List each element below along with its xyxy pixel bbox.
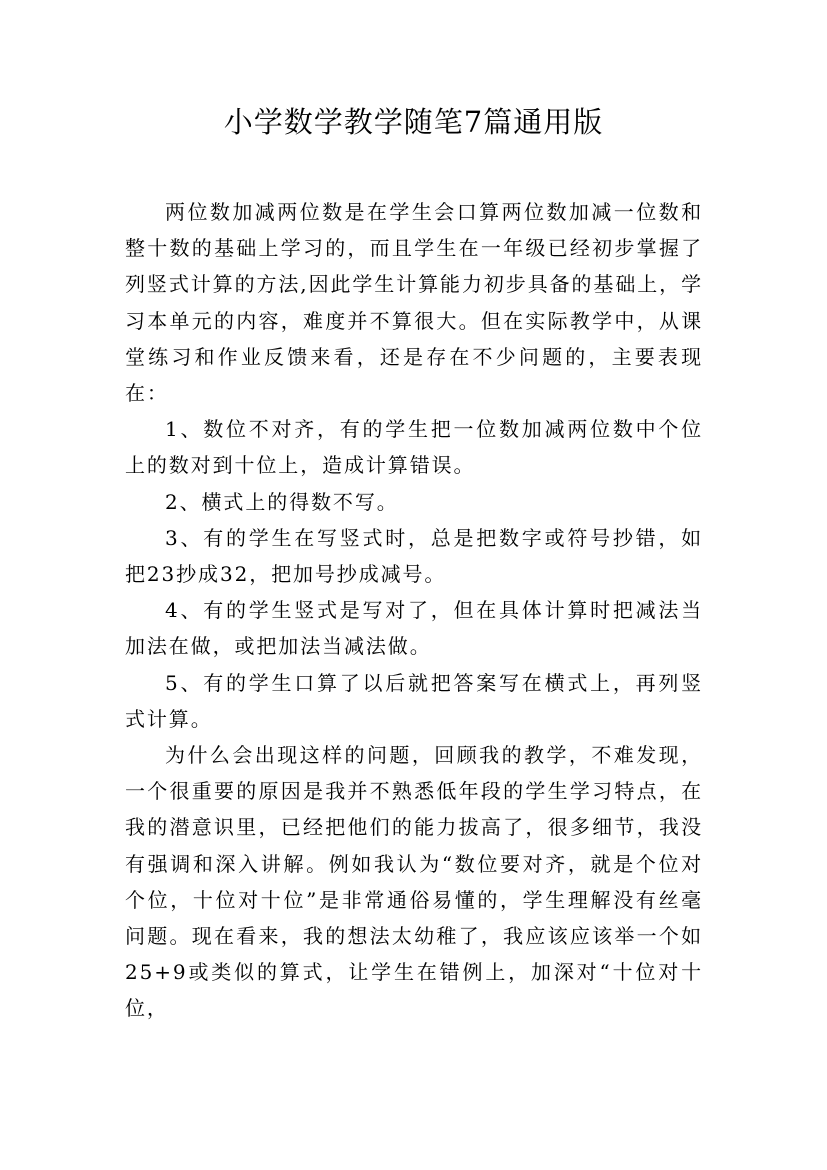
paragraph-issue-1: 1、数位不对齐，有的学生把一位数加减两位数中个位上的数对到十位上，造成计算错误。 (125, 417, 703, 478)
paragraph-issue-2: 2、横式上的得数不写。 (165, 489, 399, 514)
paragraph-issue-3: 3、有的学生在写竖式时，总是把数字或符号抄错，如把23抄成32，把加号抄成减号。 (125, 525, 703, 587)
document-body (125, 194, 703, 1027)
paragraph-intro: 两位数加减两位数是在学生会口算两位数加减一位数和整十数的基础上学习的，而且学生在一年级已经初步掌握了列竖式计算的方法,因此学生计算能力初步具备的基础上，学习本单元的内容，难度并不算很大。但在实际教学中，从课堂练习和作业反馈来看，还是存在不少问题的，主要表现在： (125, 200, 703, 406)
paragraph-issue-5: 5、有的学生口算了以后就把答案写在横式上，再列竖式计算。 (125, 670, 703, 731)
paragraph-issue-4: 4、有的学生竖式是写对了，但在具体计算时把减法当加法在做，或把加法当减法做。 (125, 598, 703, 659)
document-title: 小学数学教学随笔7篇通用版 (223, 105, 604, 139)
paragraph-reflection: 为什么会出现这样的问题，回顾我的教学，不难发现，一个很重要的原因是我并不熟悉低年段的学生学习特点，在我的潜意识里，已经把他们的能力拔高了，很多细节，我没有强调和深入讲解。例如我认为“数位要对齐，就是个位对个位，十位对十位”是非常通俗易懂的，学生理解没有丝毫问题。现在看来，我的想法太幼稚了，我应该应该举一个如25+9或类似的算式，让学生在错例上，加深对“十位对十位， (125, 743, 703, 1021)
